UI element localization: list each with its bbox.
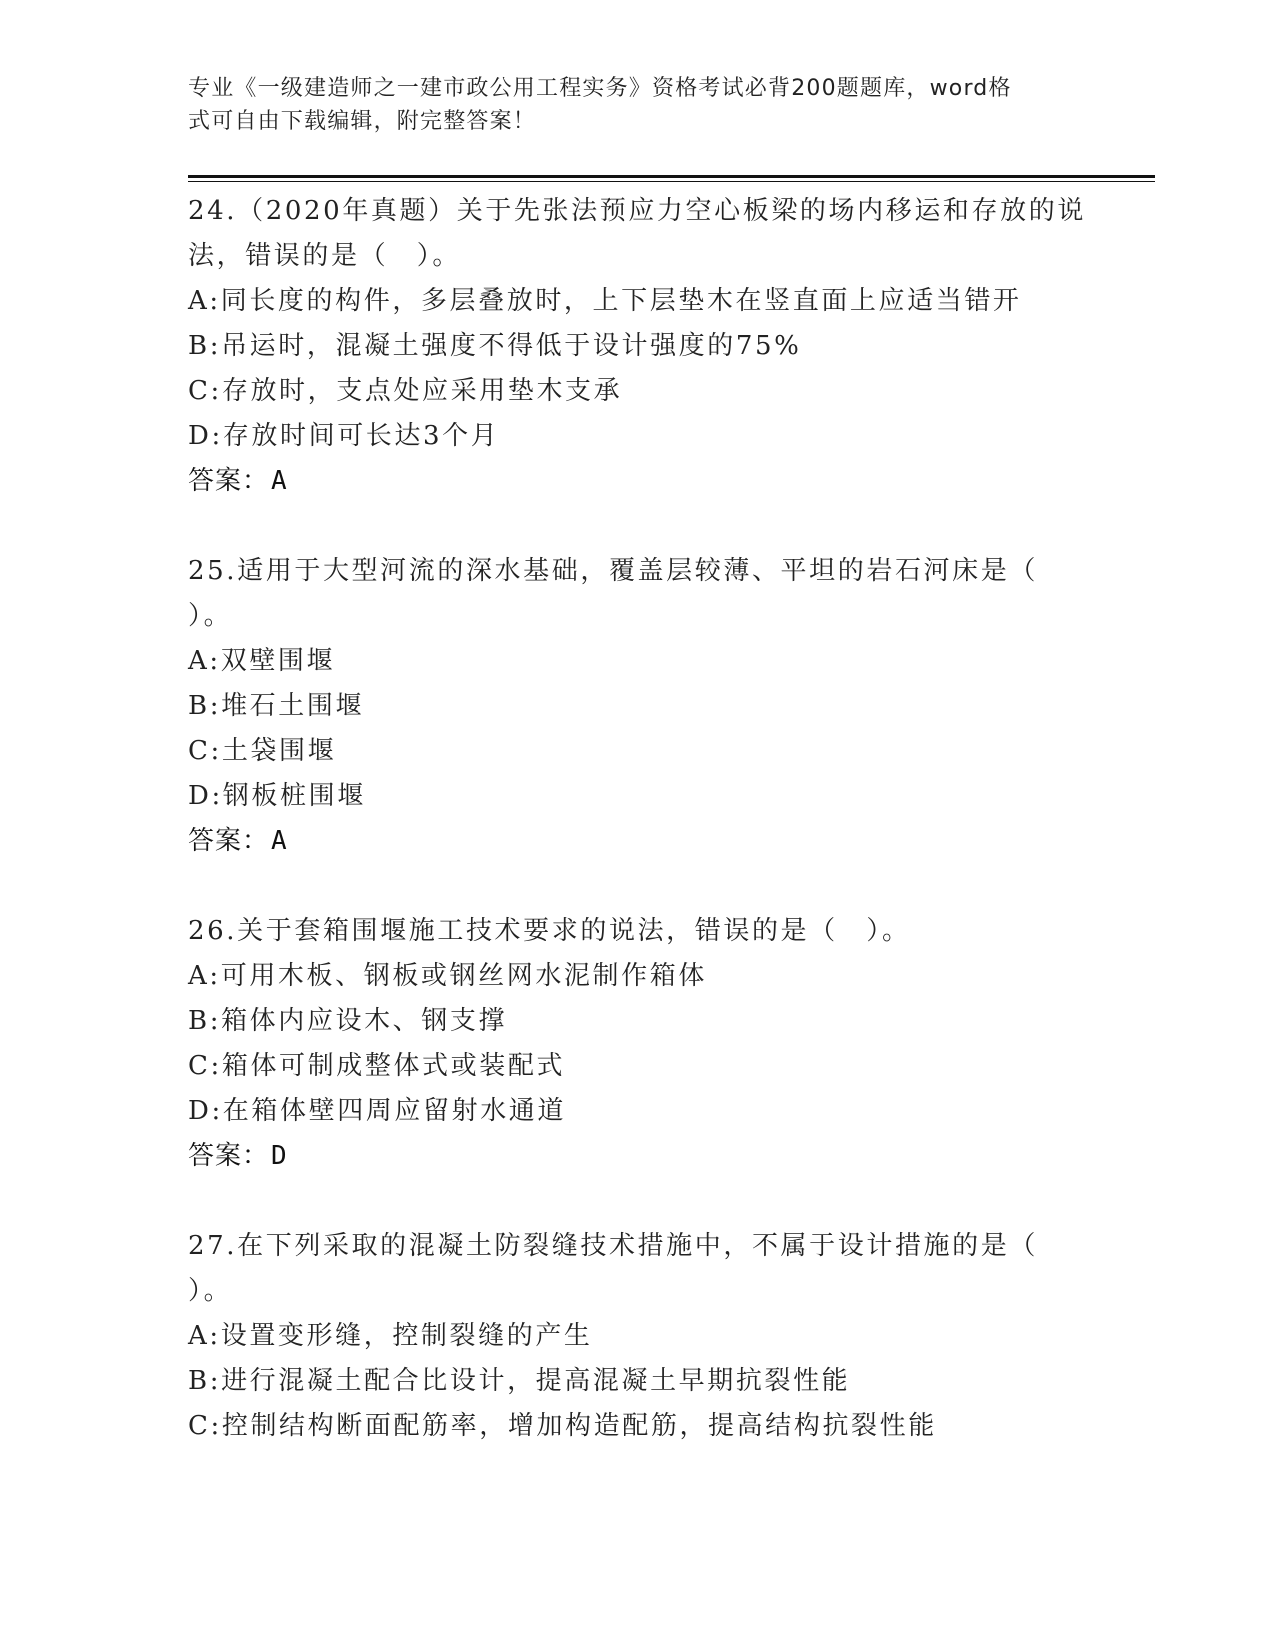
option-b: B:箱体内应设木、钢支撑 — [188, 1006, 508, 1036]
option-c: C:土袋围堰 — [188, 736, 337, 766]
question-26 — [188, 909, 1088, 1179]
question-24 — [188, 189, 1088, 504]
question-spacer — [188, 1179, 1088, 1224]
question-spacer — [188, 864, 1088, 909]
question-spacer — [188, 504, 1088, 549]
answer-value: A — [271, 466, 288, 496]
option-a: A:设置变形缝，控制裂缝的产生 — [188, 1321, 593, 1351]
option-c: C:控制结构断面配筋率，增加构造配筋，提高结构抗裂性能 — [188, 1411, 937, 1441]
option-d: D:在箱体壁四周应留射水通道 — [188, 1096, 567, 1126]
question-25 — [188, 549, 1088, 864]
answer-label: 答案： — [188, 466, 270, 496]
header-title-line-1: 专业《一级建造师之一建市政公用工程实务》资格考试必背200题题库，word格 — [188, 76, 1012, 101]
option-d: D:存放时间可长达3个月 — [188, 421, 500, 451]
question-stem: 25.适用于大型河流的深水基础，覆盖层较薄、平坦的岩石河床是（ — [188, 556, 1038, 586]
option-c: C:箱体可制成整体式或装配式 — [188, 1051, 566, 1081]
answer-label: 答案： — [188, 826, 270, 856]
question-27 — [188, 1224, 1088, 1449]
option-c: C:存放时，支点处应采用垫木支承 — [188, 376, 623, 406]
question-stem: 27.在下列采取的混凝土防裂缝技术措施中，不属于设计措施的是（ — [188, 1231, 1038, 1261]
answer-line — [188, 1134, 1088, 1179]
question-stem: 24.（2020年真题）关于先张法预应力空心板梁的场内移运和存放的说 — [188, 196, 1086, 226]
answer-line — [188, 819, 1088, 864]
header-title-line-2: 式可自由下载编辑，附完整答案！ — [188, 109, 537, 134]
answer-label: 答案： — [188, 1141, 270, 1171]
option-a: A:同长度的构件，多层叠放时，上下层垫木在竖直面上应适当错开 — [188, 286, 1022, 316]
answer-value: D — [271, 1141, 288, 1171]
question-stem: 26.关于套箱围堰施工技术要求的说法，错误的是（ ）。 — [188, 916, 911, 946]
option-b: B:堆石土围堰 — [188, 691, 365, 721]
document-header — [188, 72, 1068, 138]
answer-value: A — [271, 826, 288, 856]
option-a: A:可用木板、钢板或钢丝网水泥制作箱体 — [188, 961, 707, 991]
question-stem-continued: ）。 — [188, 601, 233, 631]
option-b: B:吊运时，混凝土强度不得低于设计强度的75% — [188, 331, 802, 361]
answer-line — [188, 459, 1088, 504]
option-a: A:双壁围堰 — [188, 646, 336, 676]
question-stem-continued: ）。 — [188, 1276, 233, 1306]
header-divider-thin — [188, 181, 1155, 182]
header-divider-thick — [188, 175, 1155, 178]
option-d: D:钢板桩围堰 — [188, 781, 366, 811]
question-list — [188, 189, 1088, 1449]
question-stem-continued: 法，错误的是（ ）。 — [188, 241, 462, 271]
option-b: B:进行混凝土配合比设计，提高混凝土早期抗裂性能 — [188, 1366, 851, 1396]
